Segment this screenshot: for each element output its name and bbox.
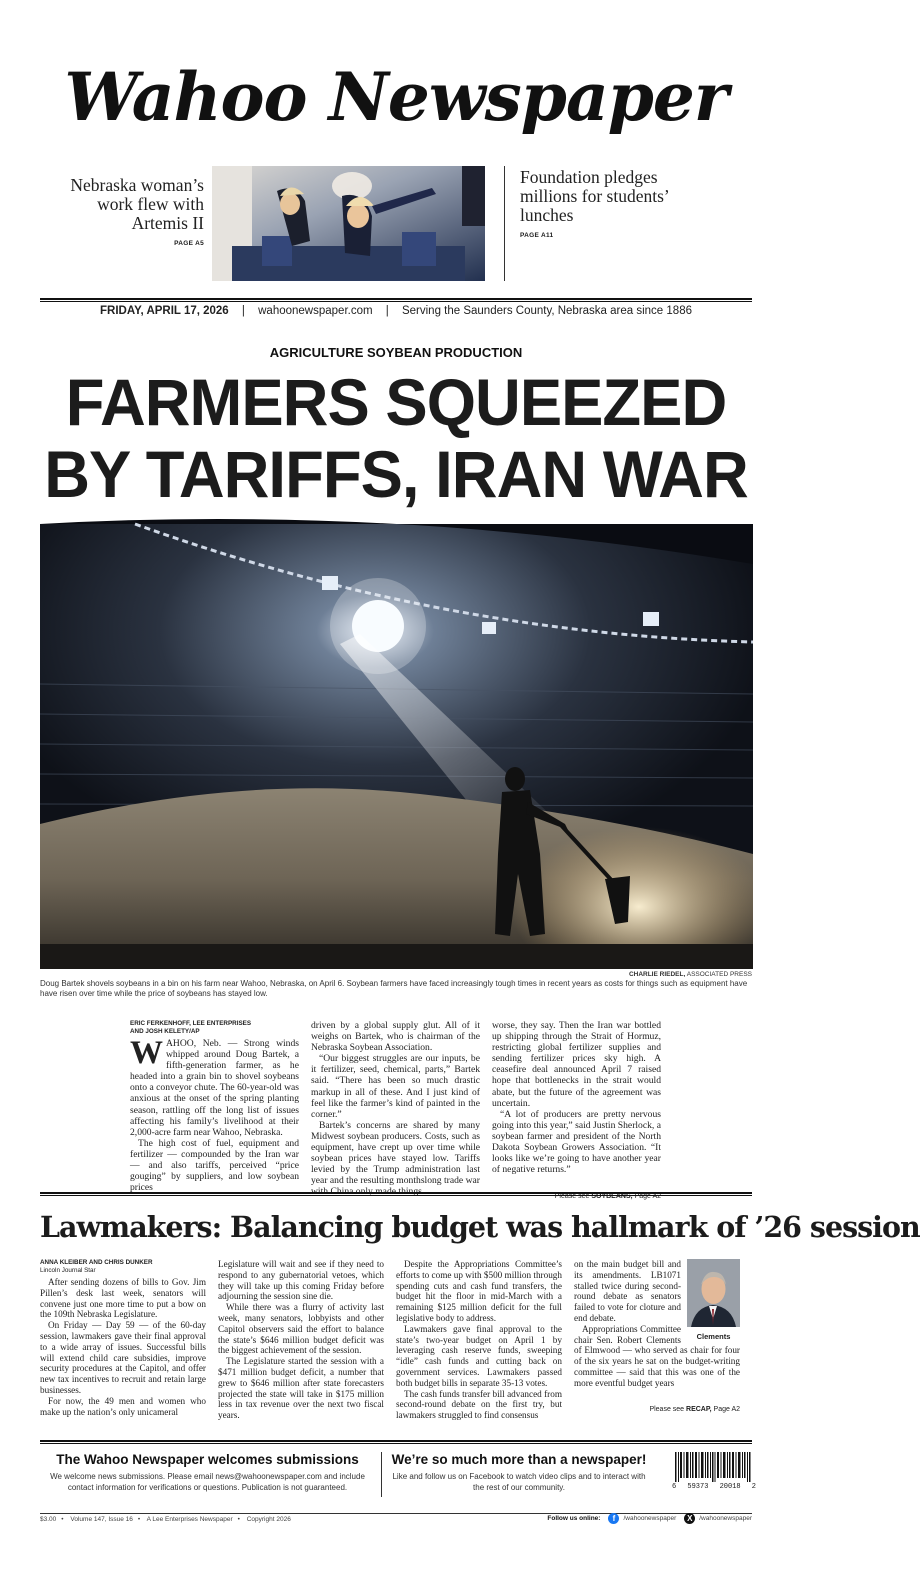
submissions-box <box>40 1452 375 1493</box>
photo-credit-name: CHARLIE RIEDEL, <box>628 971 686 978</box>
headshot-illustration <box>687 1259 740 1327</box>
teaser-divider <box>504 166 505 281</box>
lead-byline-line2: AND JOSH KELETY/AP <box>130 1028 200 1035</box>
barcode-bars <box>675 1452 753 1482</box>
second-story-col3 <box>396 1259 562 1421</box>
lead-cutline: Doug Bartek shovels soybeans in a bin on his farm near Wahoo, Nebraska, on April 6. Soybean farmers have faced increasingly tough times in recent years as costs for things such as equipment have have risen over time while the price of soybeans has stayed low. <box>40 979 748 998</box>
teaser-lunches-page: PAGE A11 <box>520 232 554 239</box>
lead-headline-line2: BY TARIFFS, IRAN WAR <box>44 437 748 511</box>
barcode-group2: 20018 <box>719 1483 741 1491</box>
facebook-handle[interactable]: /wahoonewspaper <box>623 1515 677 1522</box>
social-links <box>547 1513 752 1524</box>
teaser-artemis-text: Nebraska woman’s work flew with Artemis II <box>70 175 204 233</box>
second-col2-para3: The Legislature started the session with a $471 million budget deficit, a number that grew to $646 million after state forecasters projected the state will take in $175 million less in tax revenue over the next two fiscal years. <box>218 1356 384 1421</box>
second-col2-para2: While there was a flurry of activity last week, many senators, lobbyists and other Capitol observers said the effort to balance the state’s $646 million budget deficit was the biggest achievement of the session. <box>218 1302 384 1356</box>
second-story-col1 <box>40 1259 206 1421</box>
lead-byline-line1: ERIC FERKENHOFF, LEE ENTERPRISES <box>130 1020 252 1027</box>
photo-credit-org: ASSOCIATED PRESS <box>686 971 752 978</box>
second-story-body <box>40 1259 752 1421</box>
second-col3-para1: Despite the Appropriations Committee’s efforts to come up with $500 million through spending cuts and cash fund transfers, the budget hit the floor in mid-March with a remaining $125 million deficit for the full legislative body to address. <box>396 1259 562 1323</box>
teaser-artemis-page: PAGE A5 <box>174 240 204 247</box>
dateline-separator: | <box>241 305 245 317</box>
second-col3-para2: Lawmakers gave final approval to the state’s two-year budget on April 1 by leveraging cash reserve funds, sweeping “idle” cash funds and cutting back on government services. Lawmakers passed both budget bills in separate 35-13 votes. <box>396 1323 562 1388</box>
facebook-promo-box <box>386 1452 652 1493</box>
lead-story-col2 <box>311 1020 480 1202</box>
x-icon[interactable]: X <box>684 1513 695 1524</box>
second-jump-link[interactable] <box>574 1405 740 1416</box>
second-story-col4 <box>574 1259 740 1421</box>
barcode-numbers <box>672 1483 756 1491</box>
grain-bin-photo-illustration <box>40 524 753 969</box>
lead-col2-para1: driven by a global supply glut. All of it weighs on Bartek, who is chairman of the Nebraska Soybean Association. <box>311 1020 480 1054</box>
issue-info: $3.00 • Volume 147, Issue 16 • A Lee Enterprises Newspaper • Copyright 2026 <box>40 1516 291 1523</box>
mid-rule <box>40 1192 752 1196</box>
lead-headline[interactable] <box>16 366 776 510</box>
lead-col2-para2: “Our biggest struggles are our inputs, be it fertilizer, seed, chemical, parts,” Bartek said. “There has been so much drastic markup in all of these. And I just kind of feel like the farmer’s kind of painted in the corner.” <box>311 1053 480 1120</box>
lead-col1-para1-text: AHOO, Neb. — Strong winds whipped around Doug Bartek, a fifth-generation farmer, as he headed into a grain bin to shovel soybeans onto a conveyor chute. The 60-year-old was anxious at the onset of the spring planting season, rattling off the long list of issues affecting his family’s livelihood at their 2,000-acre farm near Wahoo, Nebraska. <box>130 1038 299 1138</box>
lead-col3-para1: worse, they say. Then the Iran war bottled up shipping through the Strait of Hormuz, restricting global fertilizer supplies and sending fertilizer prices sky high. A ceasefire deal announced April 7 raised hope that bottlenecks in the strait would abate, but the future of the agreement was uncertain. <box>492 1020 661 1109</box>
zero-gravity-photo-illustration <box>212 166 485 281</box>
second-story-col2 <box>218 1259 384 1421</box>
lead-headline-line1: FARMERS SQUEEZED <box>65 365 727 439</box>
volume-issue: Volume 147, Issue 16 <box>70 1516 133 1523</box>
teaser-lunches-text: Foundation pledges millions for students’ lunches <box>520 167 669 225</box>
dateline <box>0 305 792 317</box>
second-col1-para1: After sending dozens of bills to Gov. Jim Pillen’s desk last week, senators will convene just one more time to put a bow on the 109th Nebraska Legislature. <box>40 1277 206 1320</box>
facebook-promo-text: Like and follow us on Facebook to watch video clips and to interact with the rest of our community. <box>392 1472 646 1492</box>
follow-label: Follow us online: <box>547 1515 601 1522</box>
lead-kicker: AGRICULTURE SOYBEAN PRODUCTION <box>269 345 523 360</box>
clements-headshot[interactable] <box>687 1259 740 1339</box>
clements-caption: Clements <box>696 1331 731 1341</box>
dateline-separator: | <box>385 305 389 317</box>
website-link[interactable]: wahoonewspaper.com <box>258 305 373 317</box>
barcode-left-digit: 6 <box>672 1483 677 1491</box>
facebook-promo-title: We’re so much more than a newspaper! <box>391 1452 647 1467</box>
masthead-title: Wahoo Newspaper <box>64 58 728 136</box>
lead-story-body <box>130 1020 662 1202</box>
lead-col3-para2: “A lot of producers are pretty nervous going into this year,” said Justin Sherlock, a soybean farmer and president of the North Dakota Soybean Growers Association. “It looks like we’re going to have another year of negative returns.” <box>492 1108 661 1176</box>
second-byline-names: ANNA KLEIBER AND CHRIS DUNKER <box>40 1259 153 1266</box>
teaser-artemis-photo[interactable] <box>212 166 485 281</box>
barcode-right-digit: 2 <box>751 1483 756 1491</box>
teaser-artemis[interactable] <box>70 176 204 247</box>
second-col3-para3: The cash funds transfer bill advanced from second-round debate on the first try, but lawmakers struggled to find consensus <box>396 1388 562 1421</box>
publisher: A Lee Enterprises Newspaper <box>146 1516 233 1523</box>
jump-page: Page A2 <box>713 1405 740 1413</box>
lead-story-col3 <box>492 1020 661 1202</box>
second-byline-org: Lincoln Journal Star <box>40 1267 96 1274</box>
second-col1-para2: On Friday — Day 59 — of the 60-day session, lawmakers gave their final approval to a wide array of issues. Successful bills will extend child care subsidies, improve security procedures at the Capitol, and offer new tax incentives to recruit and retain large businesses. <box>40 1320 206 1395</box>
lead-col2-para3: Bartek’s concerns are shared by many Midwest soybean producers. Costs, such as equipment, have crept up over time while soybean prices have stayed low. Tariffs levied by the Trump administration last year and the resulting monthslong trade war with China only made things <box>311 1119 480 1198</box>
submissions-title: The Wahoo Newspaper welcomes submissions <box>56 1452 359 1467</box>
second-col4-para2: Appropriations Committee chair Sen. Robert Clements of Elmwood — who served as chair for four of the six years he sat on the budget-writing committee — said that this was one of the more eventful budget years <box>574 1323 740 1388</box>
second-col4-para1: on the main budget bill and its amendments. LB1071 stalled twice during second-round debate as senators failed to vote for cloture and end debate. <box>574 1259 681 1323</box>
second-col1-para3: For now, the 49 men and women who make up the nation’s only unicameral <box>40 1395 206 1417</box>
second-byline <box>40 1259 206 1275</box>
barcode-group1: 59373 <box>687 1483 709 1491</box>
jump-keyword: SOYBEANS, <box>591 1193 633 1201</box>
copyright: Copyright 2026 <box>246 1516 291 1523</box>
footer-divider <box>381 1452 382 1497</box>
lead-photo[interactable] <box>40 524 753 969</box>
facebook-icon[interactable]: f <box>608 1513 619 1524</box>
x-handle[interactable]: /wahoonewspaper <box>699 1515 752 1522</box>
price: $3.00 <box>40 1516 57 1523</box>
lead-photo-credit <box>629 971 752 978</box>
jump-prefix: Please see <box>554 1193 590 1201</box>
tagline: Serving the Saunders County, Nebraska area since 1886 <box>401 305 692 317</box>
issue-date: FRIDAY, APRIL 17, 2026 <box>100 305 229 317</box>
lead-col1-para1 <box>130 1035 299 1138</box>
lead-story-col1 <box>130 1020 299 1202</box>
top-rule <box>40 298 752 302</box>
teaser-lunches[interactable] <box>520 168 670 239</box>
lead-byline <box>130 1020 299 1036</box>
drop-cap: W <box>130 1035 163 1071</box>
jump-keyword: RECAP, <box>686 1405 712 1413</box>
jump-prefix: Please see <box>649 1405 685 1413</box>
lead-col1-para2: The high cost of fuel, equipment and fertilizer — compounded by the Iran war — and also tariffs, perceived “price gouging” by suppliers, and low soybean prices <box>130 1137 299 1194</box>
submissions-text: We welcome news submissions. Please email news@wahoonewspaper.com and include contact information for verifications or questions. Publication is not guaranteed. <box>50 1472 365 1492</box>
jump-page: Page A2 <box>634 1193 661 1201</box>
second-headline[interactable]: Lawmakers: Balancing budget was hallmark of ’26 session <box>40 1210 920 1244</box>
second-col2-para1: Legislature will wait and see if they need to respond to any gubernatorial vetoes, which they will take up this coming Friday before adjourning the session sine die. <box>218 1259 384 1302</box>
footer-rule <box>40 1440 752 1444</box>
